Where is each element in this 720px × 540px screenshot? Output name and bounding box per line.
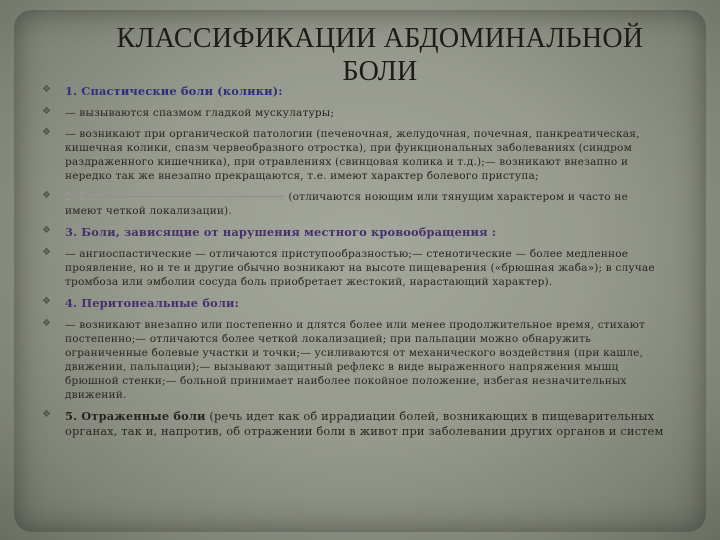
list-item: [42, 409, 668, 439]
item-text: (речь идет как об иррадиации болей, возникающих в пищеварительных органах, так и, напротив, об отражении боли в живот при заболевании других органов и систем: [65, 409, 664, 438]
item-text: — возникают при органической патологии (печеночная, желудочная, почечная, панкреатическая, кишечная колики, спазм червеобразного отростка), при функциональных заболеваниях (синдром раздраженного кишечника), при отравлениях (свинцовая колика и т.д.);— возникают внезапно и нередко так же внезапно прекращаются, т.е. имеют характер болевого приступа;: [65, 128, 640, 182]
item-lead: 1. Спастические боли (колики):: [65, 84, 283, 98]
item-text: (отличаются ноющим или тянущим характером и часто не имеют четкой локализации).: [65, 191, 628, 217]
list-item: [42, 127, 668, 183]
item-lead: 3. Боли, зависящие от нарушения местного кровообращения :: [65, 225, 497, 239]
diamond-bullet-icon: ❖: [42, 106, 52, 117]
diamond-bullet-icon: ❖: [42, 127, 52, 138]
item-lead: 4. Перитонеальные боли:: [65, 296, 239, 310]
list-item: [42, 225, 668, 240]
item-text: — возникают внезапно или постепенно и длятся более или менее продолжительное время, стихают постепенно;— отличаются более четкой локализацией; при пальпации можно обнаружить ограниченные болевые участки и точки;— усиливаются от механического воздействия (при кашле, движении, пальпации);— вызывают защитный рефлекс в виде выраженного напряжения мышц брюшной стенки;— больной принимает наиболее покойное положение, избегая незначительных движений.: [65, 319, 645, 401]
item-text: — вызываются спазмом гладкой мускулатуры;: [65, 107, 335, 119]
list-item: [42, 106, 668, 120]
list-item: [42, 84, 668, 99]
item-lead: 2. Боли от растяжения полых органов: [65, 191, 285, 203]
list-item: [42, 247, 668, 289]
diamond-bullet-icon: ❖: [42, 190, 52, 201]
page-title: КЛАССИФИКАЦИИ АБДОМИНАЛЬНОЙ БОЛИ: [116, 23, 644, 87]
diamond-bullet-icon: ❖: [42, 84, 52, 95]
diamond-bullet-icon: ❖: [42, 318, 52, 329]
item-lead: 5. Отраженные боли: [65, 409, 206, 423]
item-text: — ангиоспастические — отличаются приступообразностью;— стенотические — более медленное проявление, но и те и другие обычно возникают на высоте пищеварения («брюшная жаба»); в случае тромбоза или эмболии сосуда боль приобретает жестокий, нарастающий характер).: [65, 248, 655, 288]
list-item: [42, 318, 668, 402]
diamond-bullet-icon: ❖: [42, 247, 52, 258]
list-item: [42, 190, 668, 218]
diamond-bullet-icon: ❖: [42, 296, 52, 307]
list-item: [42, 296, 668, 311]
diamond-bullet-icon: ❖: [42, 409, 52, 420]
bullet-list: [42, 84, 668, 446]
diamond-bullet-icon: ❖: [42, 225, 52, 236]
